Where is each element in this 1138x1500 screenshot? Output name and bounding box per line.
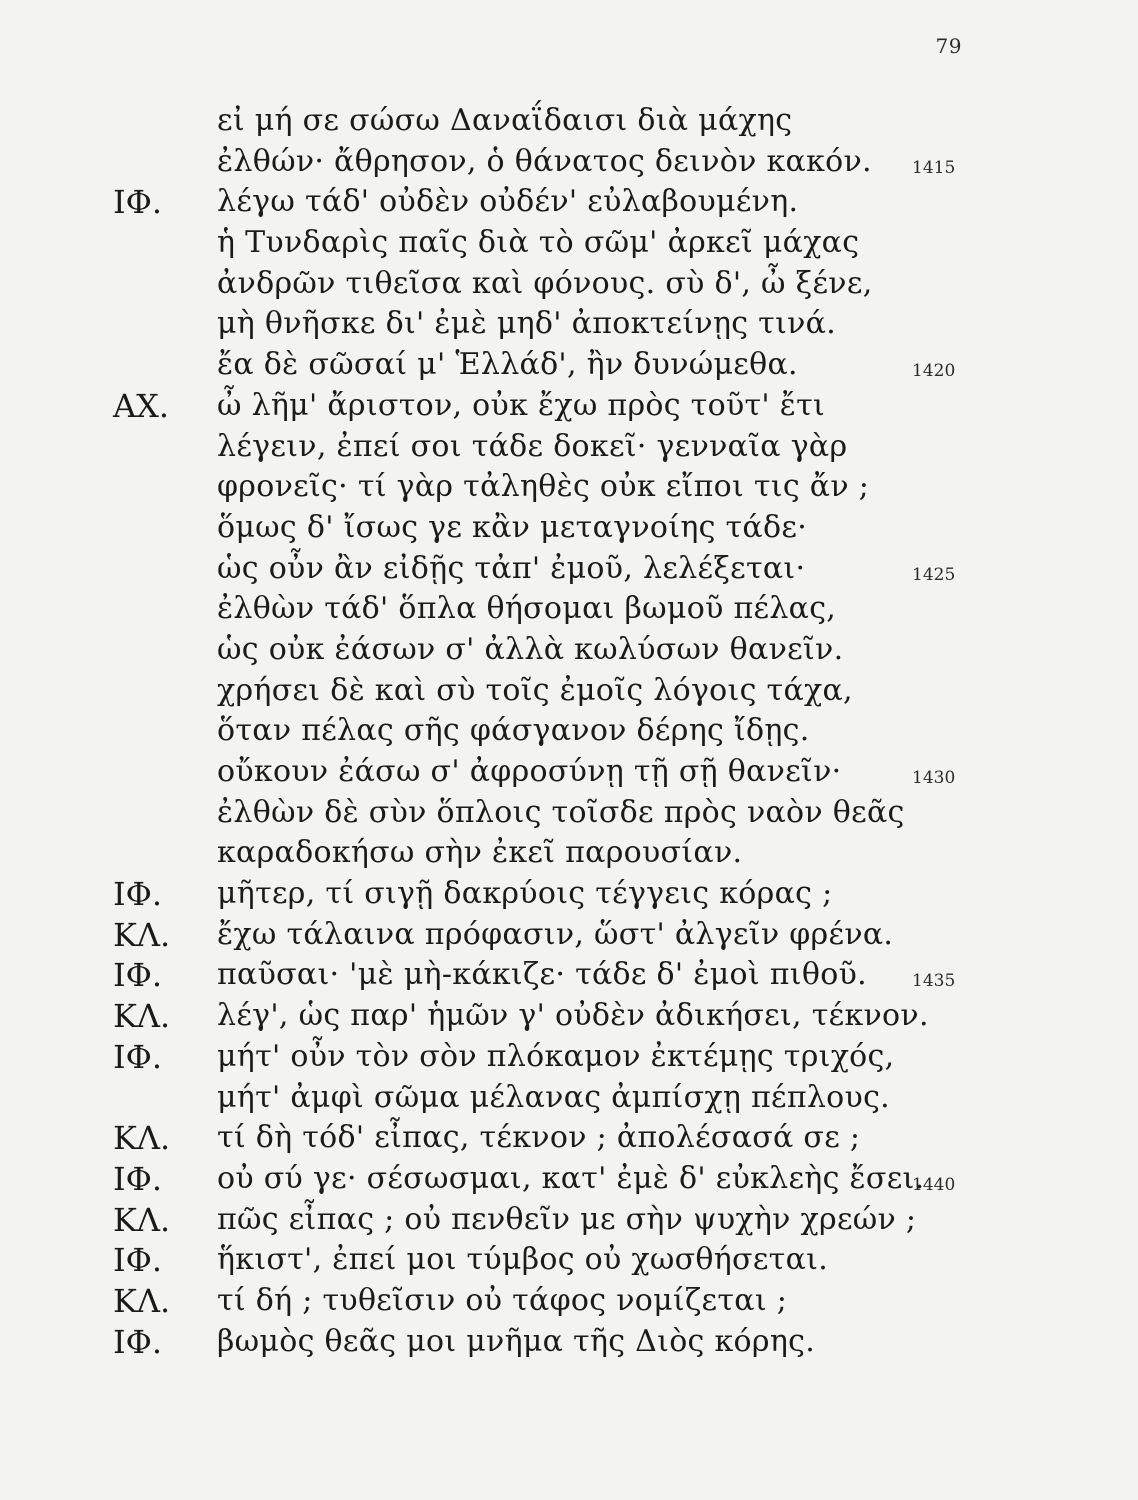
verse-text-line: βωμὸς θεᾶς μοι μνῆμα τῆς Διὸς κόρης. [217, 1323, 816, 1359]
speaker-label: ΚΛ. [113, 1200, 171, 1239]
verse-text-line: οὔκουν ἐάσω σ' ἀφροσύνῃ τῇ σῇ θανεῖν· [217, 754, 842, 789]
page-number: 79 [935, 34, 962, 58]
verse-line [0, 1240, 1138, 1281]
speaker-label: ΙΦ. [113, 1037, 163, 1076]
verse-line [0, 304, 1138, 345]
verse-text [0, 101, 1138, 1362]
verse-text-line: ὦ λῆμ' ἄριστον, οὐκ ἔχω πρὸς τοῦτ' ἔτι [217, 387, 826, 423]
verse-line [0, 142, 1138, 183]
verse-text-line: ὡς οὐκ ἐάσων σ' ἀλλὰ κωλύσων θανεῖν. [217, 631, 844, 667]
verse-text-line: ὡς οὖν ἂν εἰδῇς τἀπ' ἐμοῦ, λελέξεται· [217, 550, 806, 586]
verse-text-line: ὅμως δ' ἴσως γε κἂν μεταγνοίης τάδε· [217, 509, 808, 545]
verse-line [0, 427, 1138, 468]
verse-line [0, 182, 1138, 223]
speaker-label: ΚΛ. [113, 1281, 171, 1320]
verse-line [0, 711, 1138, 752]
verse-text-line: πῶς εἶπας ; οὐ πενθεῖν με σὴν ψυχὴν χρεών ; [217, 1201, 917, 1237]
speaker-label: ΙΦ. [113, 1241, 163, 1280]
line-number: 1440 [912, 1174, 956, 1195]
verse-line [0, 1200, 1138, 1241]
verse-line [0, 223, 1138, 264]
verse-text-line: ἡ Τυνδαρὶς παῖς διὰ τὸ σῶμ' ἀρκεῖ μάχας [217, 225, 860, 261]
verse-line [0, 264, 1138, 305]
verse-line [0, 1118, 1138, 1159]
verse-text-line: ἀνδρῶν τιθεῖσα καὶ φόνους. σὺ δ', ὦ ξένε, [217, 265, 873, 301]
verse-text-line: φρονεῖς· τί γὰρ τἀληθὲς οὐκ εἴποι τις ἄν ; [217, 469, 870, 505]
line-number: 1435 [912, 971, 956, 992]
verse-text-line: ἔα δὲ σῶσαί μ' Ἑλλάδ', ἢν δυνώμεθα. [217, 347, 798, 383]
verse-line [0, 549, 1138, 590]
verse-line [0, 386, 1138, 427]
verse-text-line: ὅταν πέλας σῆς φάσγανον δέρης ἴδῃς. [217, 713, 810, 749]
verse-text-line: τί δὴ τόδ' εἶπας, τέκνον ; ἀπολέσασά σε ; [217, 1120, 861, 1156]
verse-line [0, 996, 1138, 1037]
verse-text-line: χρήσει δὲ καὶ σὺ τοῖς ἐμοῖς λόγοις τάχα, [217, 672, 853, 708]
verse-text-line: ἔχω τάλαινα πρόφασιν, ὥστ' ἀλγεῖν φρένα. [217, 916, 894, 952]
speaker-label: ΑΧ. [113, 386, 170, 425]
verse-line [0, 345, 1138, 386]
line-number: 1415 [912, 157, 956, 178]
speaker-label: ΙΦ. [113, 956, 163, 995]
verse-text-line: λέγ', ὡς παρ' ἡμῶν γ' οὐδὲν ἀδικήσει, τέκνον. [217, 998, 929, 1034]
verse-line [0, 793, 1138, 834]
verse-line [0, 1037, 1138, 1078]
verse-line [0, 874, 1138, 915]
verse-text-line: ἐλθὼν τάδ' ὅπλα θήσομαι βωμοῦ πέλας, [217, 591, 837, 627]
verse-text-line: ἥκιστ', ἐπεί μοι τύμβος οὐ χωσθήσεται. [217, 1242, 829, 1278]
verse-line [0, 1078, 1138, 1119]
verse-line [0, 1322, 1138, 1363]
line-number: 1420 [912, 361, 956, 382]
speaker-label: ΚΛ. [113, 997, 171, 1036]
verse-text-line: μήτ' ἀμφὶ σῶμα μέλανας ἀμπίσχῃ πέπλους. [217, 1079, 891, 1115]
line-number: 1430 [912, 768, 956, 788]
verse-text-line: μήτ' οὖν τὸν σὸν πλόκαμον ἐκτέμῃς τριχός, [217, 1038, 895, 1074]
verse-line [0, 1281, 1138, 1322]
verse-line [0, 508, 1138, 549]
speaker-label: ΙΦ. [113, 1159, 163, 1198]
verse-text-line: ἐλθών· ἄθρησον, ὁ θάνατος δεινὸν κακόν. [217, 143, 872, 179]
verse-text-line: λέγειν, ἐπεί σοι τάδε δοκεῖ· γενναῖα γὰρ [217, 428, 848, 464]
verse-line [0, 671, 1138, 712]
verse-text-line: παῦσαι· 'μὲ μὴ-κάκιζε· τάδε δ' ἐμοὶ πιθοῦ. [217, 957, 867, 993]
verse-line [0, 1159, 1138, 1200]
verse-text-line: λέγω τάδ' οὐδὲν οὐδέν' εὐλαβουμένη. [217, 184, 799, 220]
verse-line [0, 630, 1138, 671]
speaker-label: ΙΦ. [113, 1322, 163, 1361]
verse-line [0, 101, 1138, 142]
verse-line [0, 467, 1138, 508]
verse-text-line: οὐ σύ γε· σέσωσμαι, κατ' ἐμὲ δ' εὐκλεὴς ἔσει. [217, 1160, 925, 1196]
speaker-label: ΚΛ. [113, 915, 171, 954]
verse-text-line: μὴ θνῆσκε δι' ἐμὲ μηδ' ἀποκτείνῃς τινά. [217, 306, 837, 342]
speaker-label: ΙΦ. [113, 183, 163, 222]
verse-line [0, 955, 1138, 996]
verse-line [0, 915, 1138, 956]
verse-line [0, 833, 1138, 874]
verse-line [0, 589, 1138, 630]
verse-text-line: μῆτερ, τί σιγῇ δακρύοις τέγγεις κόρας ; [217, 876, 833, 912]
speaker-label: ΚΛ. [113, 1119, 171, 1158]
speaker-label: ΙΦ. [113, 875, 163, 914]
verse-text-line: ἐλθὼν δὲ σὺν ὅπλοις τοῖσδε πρὸς ναὸν θεᾶς [217, 794, 905, 830]
verse-text-line: καραδοκήσω σὴν ἐκεῖ παρουσίαν. [217, 835, 743, 871]
verse-text-line: τί δή ; τυθεῖσιν οὐ τάφος νομίζεται ; [217, 1282, 788, 1318]
line-number: 1425 [912, 564, 956, 585]
verse-text-line: εἰ μή σε σώσω Δαναΐδαισι διὰ μάχης [217, 103, 793, 138]
verse-line [0, 752, 1138, 793]
